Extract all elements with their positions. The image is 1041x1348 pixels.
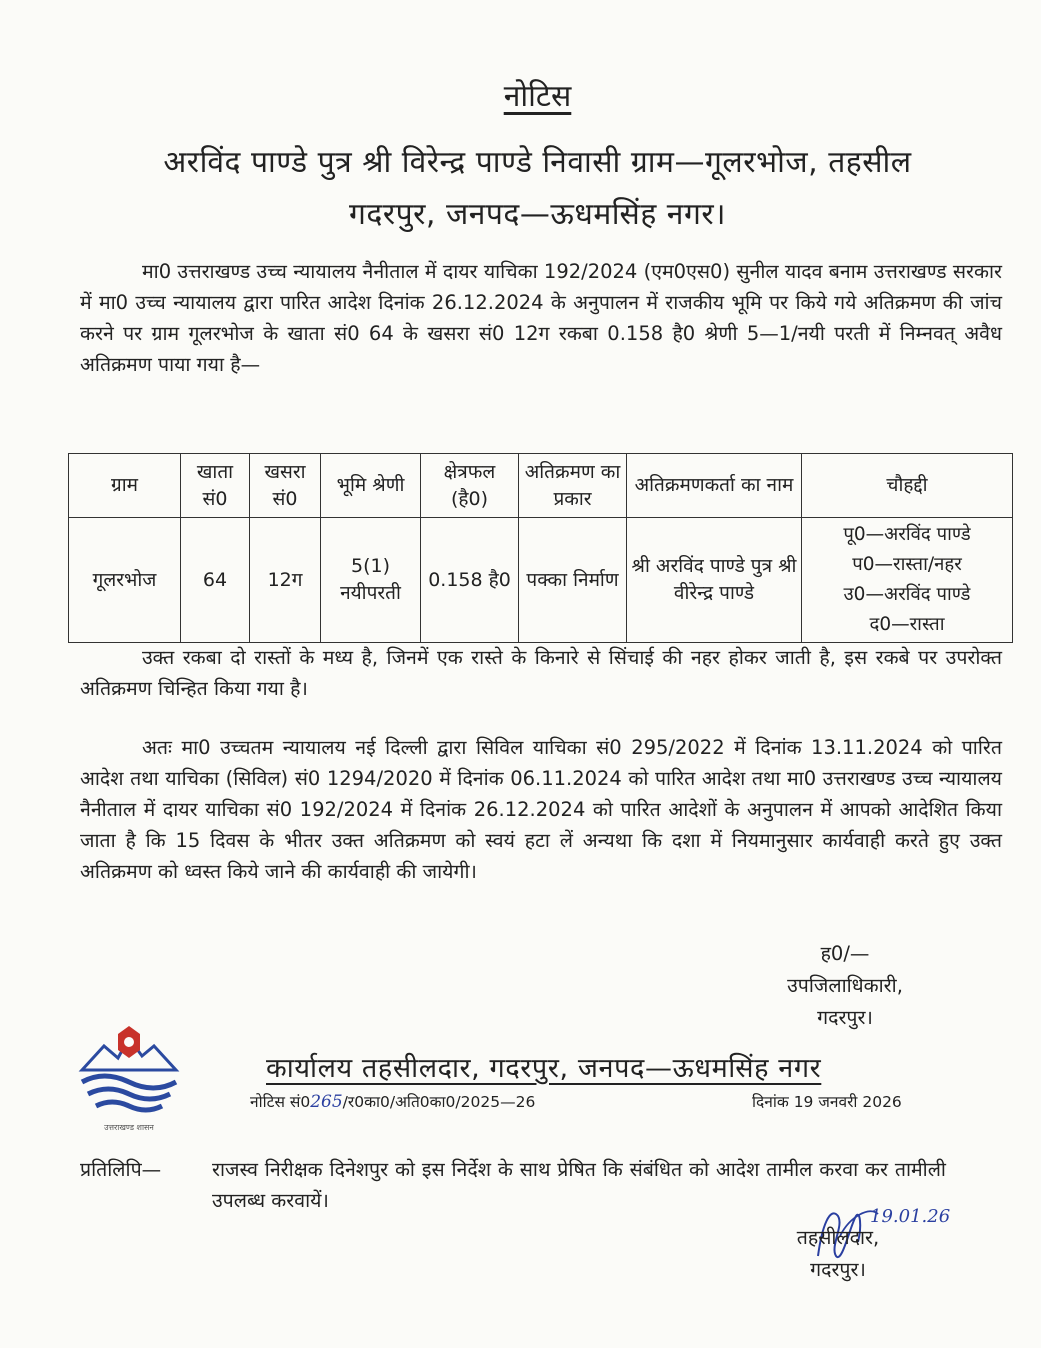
header-area: क्षेत्रफल (है0) [421, 454, 519, 518]
notice-heading-line-2: गदरपुर, जनपद—ऊधमसिंह नगर। [349, 197, 726, 232]
cell-encroacher: श्री अरविंद पाण्डे पुत्र श्री वीरेन्द्र पाण्डे [627, 518, 802, 643]
copy-label: प्रतिलिपि— [80, 1158, 162, 1181]
header-category: भूमि श्रेणी [321, 454, 421, 518]
copy-text: राजस्व निरीक्षक दिनेशपुर को इस निर्देश के साथ प्रेषित कि संबंधित को आदेश तामील करवा कर तामीली उपलब्ध करवायें। [212, 1158, 946, 1212]
cell-category: 5(1) नयीपरती [321, 518, 421, 643]
header-encroacher: अतिक्रमणकर्ता का नाम [627, 454, 802, 518]
sdm-signature-block [760, 938, 930, 1034]
cell-type: पक्का निर्माण [519, 518, 627, 643]
notice-title: नोटिस [503, 79, 572, 114]
notice-paragraph-2: उक्त रकबा दो रास्तों के मध्य है, जिनमें एक रास्ते के किनारे से सिंचाई की नहर होकर जाती है, इस रकबे पर उपरोक्त अतिक्रमण चिन्हित किया गया है। [80, 646, 1002, 700]
sdm-designation: उपजिलाधिकारी, [787, 974, 903, 997]
boundary-east: पू0—अरविंद पाण्डे [843, 524, 971, 545]
signature-date: 19.01.26 [870, 1206, 950, 1227]
reference-suffix: /र0का0/अति0का0/2025—26 [342, 1093, 536, 1111]
sdm-place: गदरपुर। [817, 1006, 873, 1029]
office-name: कार्यालय तहसीलदार, गदरपुर, जनपद—ऊधमसिंह नगर [266, 1053, 822, 1084]
cell-village: गूलरभोज [69, 518, 181, 643]
header-village: ग्राम [69, 454, 181, 518]
cell-boundaries [802, 518, 1013, 643]
notice-heading-line-1: अरविंद पाण्डे पुत्र श्री विरेन्द्र पाण्डे निवासी ग्राम—गूलरभोज, तहसील [163, 145, 912, 180]
notice-paragraph-3: अतः मा0 उच्चतम न्यायालय नई दिल्ली द्वारा सिविल याचिका सं0 295/2022 में दिनांक 13.11.2024 को पारित आदेश तथा याचिका (सिविल) सं0 1294/2020 में दिनांक 06.11.2024 को पारित आदेश तथा मा0 उत्तराखण्ड उच्च न्यायालय नैनीताल में दायर याचिका सं0 192/2024 में दिनांक 26.12.2024 को पारित आदेशों के अनुपालन में आपको आदेशित किया जाता है कि 15 दिवस के भीतर उक्त अतिक्रमण को स्वयं हटा लें अन्यथा कि दशा में नियमानुसार कार्यवाही करते हुए उक्त अतिक्रमण को ध्वस्त किये जाने की कार्यवाही की जायेगी। [80, 736, 1002, 883]
tehsildar-signature-block [778, 1222, 898, 1286]
boundary-south: द0—रास्ता [869, 614, 945, 635]
issue-date: दिनांक 19 जनवरी 2026 [752, 1093, 902, 1111]
cell-khata: 64 [181, 518, 250, 643]
tehsildar-designation: तहसीलदार, [796, 1226, 880, 1249]
sdm-signed: ह0/— [820, 942, 870, 965]
reference-number: 265 [310, 1092, 343, 1112]
header-khata: खाता सं0 [181, 454, 250, 518]
reference-line [250, 1090, 535, 1112]
cell-area: 0.158 है0 [421, 518, 519, 643]
notice-paragraph-1: मा0 उत्तराखण्ड उच्च न्यायालय नैनीताल में दायर याचिका 192/2024 (एम0एस0) सुनील यादव बनाम उत्तराखण्ड सरकार में मा0 उच्च न्यायालय द्वारा पारित आदेश दिनांक 26.12.2024 के अनुपालन में राजकीय भूमि पर किये गये अतिक्रमण की जांच करने पर ग्राम गूलरभोज के खाता सं0 64 के खसरा सं0 12ग रकबा 0.158 है0 श्रेणी 5—1/नयी परती में निम्नवत् अवैध अतिक्रमण पाया गया है— [80, 260, 1002, 376]
header-boundaries: चौहद्दी [802, 454, 1013, 518]
encroachment-table [68, 453, 1013, 643]
boundary-north: उ0—अरविंद पाण्डे [843, 584, 971, 605]
table-header-row [69, 454, 1013, 518]
cell-khasra: 12ग [250, 518, 321, 643]
tehsildar-place: गदरपुर। [810, 1258, 866, 1281]
table-row [69, 518, 1013, 643]
reference-prefix: नोटिस सं0 [250, 1093, 311, 1111]
emblem-caption: उत्तराखण्ड शासन [104, 1123, 154, 1132]
boundary-west: प0—रास्ता/नहर [852, 554, 962, 575]
header-type: अतिक्रमण का प्रकार [519, 454, 627, 518]
header-khasra: खसरा सं0 [250, 454, 321, 518]
